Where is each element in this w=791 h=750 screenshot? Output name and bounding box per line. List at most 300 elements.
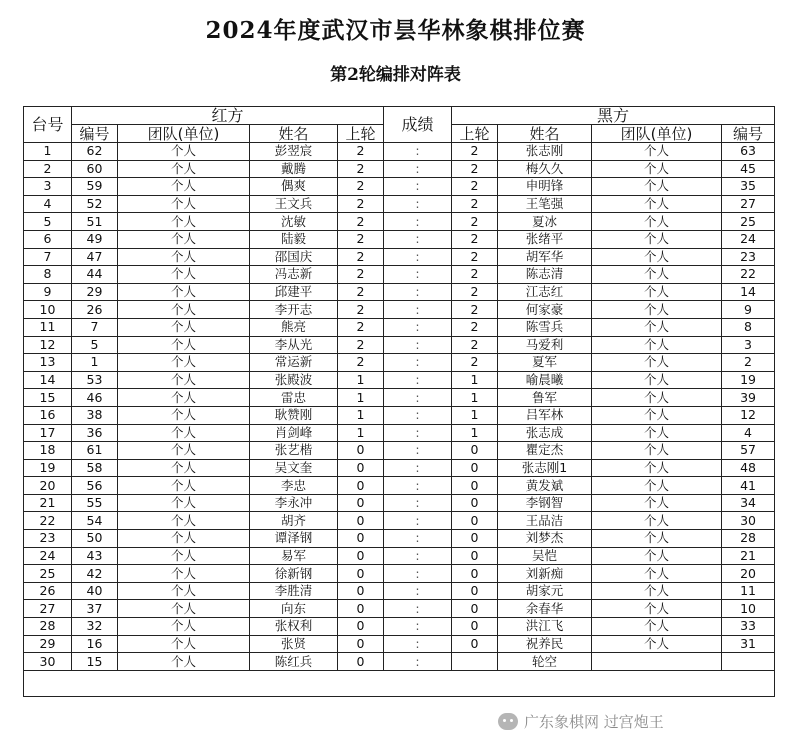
cell-black-number: 45: [722, 160, 775, 178]
cell-black-prev-round: 2: [452, 178, 498, 196]
cell-red-prev-round: 2: [338, 195, 384, 213]
cell-table-no: 5: [24, 213, 72, 231]
cell-black-prev-round: 2: [452, 318, 498, 336]
cell-red-number: 26: [72, 301, 118, 319]
cell-black-name: 余春华: [498, 600, 592, 618]
cell-black-number: 63: [722, 143, 775, 161]
cell-black-team: 个人: [592, 230, 722, 248]
cell-red-number: 42: [72, 565, 118, 583]
table-row: [24, 371, 775, 389]
cell-black-team: 个人: [592, 283, 722, 301]
cell-result: :: [384, 618, 452, 636]
cell-black-team: 个人: [592, 618, 722, 636]
cell-red-number: 61: [72, 442, 118, 460]
table-row: [24, 459, 775, 477]
blank-cell: [24, 670, 775, 696]
cell-red-prev-round: 0: [338, 547, 384, 565]
cell-result: :: [384, 301, 452, 319]
cell-red-name: 李永冲: [250, 494, 338, 512]
cell-black-name: 吴恺: [498, 547, 592, 565]
cell-red-number: 1: [72, 354, 118, 372]
header-red-name: 姓名: [250, 125, 338, 143]
cell-table-no: 22: [24, 512, 72, 530]
cell-black-name: 陈志清: [498, 266, 592, 284]
cell-black-name: 祝养民: [498, 635, 592, 653]
cell-red-prev-round: 0: [338, 653, 384, 671]
cell-black-name: 夏军: [498, 354, 592, 372]
table-row: [24, 494, 775, 512]
table-row: [24, 582, 775, 600]
pairing-rows: [24, 143, 775, 697]
cell-black-team: [592, 653, 722, 671]
cell-black-number: 22: [722, 266, 775, 284]
cell-black-name: 张绪平: [498, 230, 592, 248]
cell-red-name: 常运新: [250, 354, 338, 372]
cell-table-no: 18: [24, 442, 72, 460]
cell-black-prev-round: 0: [452, 565, 498, 583]
cell-black-number: 27: [722, 195, 775, 213]
cell-red-name: 张殿波: [250, 371, 338, 389]
cell-black-team: 个人: [592, 354, 722, 372]
cell-black-team: 个人: [592, 565, 722, 583]
cell-red-number: 5: [72, 336, 118, 354]
cell-black-team: 个人: [592, 547, 722, 565]
cell-red-team: 个人: [118, 266, 250, 284]
cell-table-no: 28: [24, 618, 72, 636]
cell-red-number: 40: [72, 582, 118, 600]
cell-red-team: 个人: [118, 406, 250, 424]
cell-result: :: [384, 318, 452, 336]
cell-red-name: 易军: [250, 547, 338, 565]
cell-red-team: 个人: [118, 143, 250, 161]
table-row: [24, 530, 775, 548]
cell-red-prev-round: 0: [338, 512, 384, 530]
cell-table-no: 13: [24, 354, 72, 372]
cell-black-number: [722, 653, 775, 671]
cell-table-no: 29: [24, 635, 72, 653]
cell-result: :: [384, 530, 452, 548]
cell-red-team: 个人: [118, 565, 250, 583]
cell-red-prev-round: 2: [338, 318, 384, 336]
cell-table-no: 2: [24, 160, 72, 178]
cell-black-number: 21: [722, 547, 775, 565]
table-row: [24, 635, 775, 653]
table-row: [24, 406, 775, 424]
cell-red-team: 个人: [118, 547, 250, 565]
cell-result: :: [384, 143, 452, 161]
cell-red-team: 个人: [118, 512, 250, 530]
cell-red-name: 偶爽: [250, 178, 338, 196]
cell-black-name: 喻晨曦: [498, 371, 592, 389]
cell-black-name: 张志成: [498, 424, 592, 442]
cell-red-team: 个人: [118, 459, 250, 477]
cell-red-name: 张贤: [250, 635, 338, 653]
cell-result: :: [384, 494, 452, 512]
cell-red-team: 个人: [118, 618, 250, 636]
cell-table-no: 25: [24, 565, 72, 583]
cell-black-name: 梅久久: [498, 160, 592, 178]
cell-red-name: 徐新钢: [250, 565, 338, 583]
cell-red-team: 个人: [118, 248, 250, 266]
cell-black-name: 鲁军: [498, 389, 592, 407]
cell-red-prev-round: 0: [338, 442, 384, 460]
cell-red-number: 47: [72, 248, 118, 266]
cell-black-name: 黄发斌: [498, 477, 592, 495]
cell-red-number: 54: [72, 512, 118, 530]
cell-red-prev-round: 2: [338, 336, 384, 354]
cell-black-team: 个人: [592, 582, 722, 600]
cell-black-number: 11: [722, 582, 775, 600]
cell-result: :: [384, 565, 452, 583]
cell-table-no: 16: [24, 406, 72, 424]
cell-result: :: [384, 195, 452, 213]
cell-result: :: [384, 459, 452, 477]
cell-table-no: 30: [24, 653, 72, 671]
cell-red-name: 李胜清: [250, 582, 338, 600]
cell-table-no: 4: [24, 195, 72, 213]
cell-black-number: 25: [722, 213, 775, 231]
cell-red-name: 戴腾: [250, 160, 338, 178]
cell-table-no: 23: [24, 530, 72, 548]
cell-red-number: 59: [72, 178, 118, 196]
table-row: [24, 653, 775, 671]
cell-red-prev-round: 2: [338, 266, 384, 284]
cell-table-no: 17: [24, 424, 72, 442]
cell-black-name: 马爱利: [498, 336, 592, 354]
cell-red-number: 36: [72, 424, 118, 442]
header-table-no: 台号: [24, 107, 72, 143]
cell-red-team: 个人: [118, 213, 250, 231]
cell-black-number: 24: [722, 230, 775, 248]
cell-red-number: 52: [72, 195, 118, 213]
cell-result: :: [384, 283, 452, 301]
cell-result: :: [384, 389, 452, 407]
cell-black-prev-round: 0: [452, 459, 498, 477]
cell-table-no: 3: [24, 178, 72, 196]
cell-red-team: 个人: [118, 283, 250, 301]
cell-red-number: 7: [72, 318, 118, 336]
header-black-prev-round: 上轮: [452, 125, 498, 143]
cell-black-number: 19: [722, 371, 775, 389]
cell-table-no: 12: [24, 336, 72, 354]
cell-red-team: 个人: [118, 530, 250, 548]
cell-black-number: 28: [722, 530, 775, 548]
cell-red-name: 耿赞刚: [250, 406, 338, 424]
cell-black-name: 夏冰: [498, 213, 592, 231]
cell-red-number: 37: [72, 600, 118, 618]
table-row: [24, 301, 775, 319]
cell-black-name: 江志红: [498, 283, 592, 301]
cell-black-name: 张志刚: [498, 143, 592, 161]
cell-black-number: 23: [722, 248, 775, 266]
cell-black-number: 35: [722, 178, 775, 196]
cell-black-team: 个人: [592, 195, 722, 213]
table-row: [24, 266, 775, 284]
cell-black-number: 9: [722, 301, 775, 319]
cell-black-prev-round: 2: [452, 354, 498, 372]
cell-result: :: [384, 354, 452, 372]
cell-black-team: 个人: [592, 442, 722, 460]
cell-red-team: 个人: [118, 371, 250, 389]
cell-black-team: 个人: [592, 318, 722, 336]
cell-table-no: 20: [24, 477, 72, 495]
cell-table-no: 15: [24, 389, 72, 407]
cell-black-name: 何家豪: [498, 301, 592, 319]
header-result: 成绩: [384, 107, 452, 143]
cell-red-team: 个人: [118, 195, 250, 213]
cell-black-name: 吕军林: [498, 406, 592, 424]
cell-black-team: 个人: [592, 266, 722, 284]
cell-red-name: 冯志新: [250, 266, 338, 284]
cell-black-number: 4: [722, 424, 775, 442]
cell-black-prev-round: 2: [452, 266, 498, 284]
cell-black-number: 12: [722, 406, 775, 424]
cell-black-number: 34: [722, 494, 775, 512]
cell-red-number: 38: [72, 406, 118, 424]
cell-black-number: 2: [722, 354, 775, 372]
table-row: [24, 195, 775, 213]
cell-red-prev-round: 0: [338, 582, 384, 600]
table-row: [24, 318, 775, 336]
cell-red-prev-round: 2: [338, 301, 384, 319]
cell-black-team: 个人: [592, 635, 722, 653]
cell-black-number: 31: [722, 635, 775, 653]
cell-red-prev-round: 2: [338, 213, 384, 231]
cell-red-prev-round: 2: [338, 178, 384, 196]
cell-red-prev-round: 2: [338, 354, 384, 372]
cell-black-name: 刘新痴: [498, 565, 592, 583]
page-subtitle: 第2轮编排对阵表: [330, 65, 461, 85]
cell-black-prev-round: 0: [452, 477, 498, 495]
cell-black-prev-round: 0: [452, 530, 498, 548]
cell-result: :: [384, 230, 452, 248]
table-row: [24, 600, 775, 618]
cell-red-number: 60: [72, 160, 118, 178]
cell-black-prev-round: 2: [452, 248, 498, 266]
cell-red-team: 个人: [118, 600, 250, 618]
table-row: [24, 160, 775, 178]
cell-red-prev-round: 0: [338, 477, 384, 495]
table-row: [24, 248, 775, 266]
cell-black-team: 个人: [592, 494, 722, 512]
cell-result: :: [384, 336, 452, 354]
table-row: [24, 424, 775, 442]
cell-red-name: 张权利: [250, 618, 338, 636]
cell-red-number: 51: [72, 213, 118, 231]
cell-red-prev-round: 0: [338, 565, 384, 583]
cell-red-number: 15: [72, 653, 118, 671]
cell-result: :: [384, 442, 452, 460]
cell-black-prev-round: 2: [452, 213, 498, 231]
cell-table-no: 19: [24, 459, 72, 477]
cell-black-prev-round: 2: [452, 195, 498, 213]
cell-red-number: 58: [72, 459, 118, 477]
cell-black-team: 个人: [592, 143, 722, 161]
cell-black-name: 李钢智: [498, 494, 592, 512]
cell-black-prev-round: 0: [452, 512, 498, 530]
cell-red-team: 个人: [118, 477, 250, 495]
cell-red-name: 王文兵: [250, 195, 338, 213]
cell-red-prev-round: 2: [338, 230, 384, 248]
cell-red-prev-round: 1: [338, 424, 384, 442]
cell-red-team: 个人: [118, 582, 250, 600]
header-red-side: 红方: [72, 107, 384, 125]
cell-black-number: 57: [722, 442, 775, 460]
cell-black-team: 个人: [592, 406, 722, 424]
header-red-number: 编号: [72, 125, 118, 143]
cell-red-prev-round: 2: [338, 283, 384, 301]
cell-red-name: 李开志: [250, 301, 338, 319]
cell-black-prev-round: 0: [452, 600, 498, 618]
cell-red-name: 陆毅: [250, 230, 338, 248]
cell-result: :: [384, 160, 452, 178]
cell-black-team: 个人: [592, 459, 722, 477]
cell-red-team: 个人: [118, 653, 250, 671]
cell-black-number: 10: [722, 600, 775, 618]
cell-red-team: 个人: [118, 389, 250, 407]
cell-black-prev-round: 1: [452, 371, 498, 389]
table-row: [24, 618, 775, 636]
cell-red-name: 熊亮: [250, 318, 338, 336]
watermark: [498, 708, 770, 734]
cell-black-number: 41: [722, 477, 775, 495]
cell-black-prev-round: 0: [452, 442, 498, 460]
page-title: 2024年度武汉市昙华林象棋排位赛: [205, 17, 586, 44]
cell-black-name: 胡家元: [498, 582, 592, 600]
table-row: [24, 178, 775, 196]
cell-black-team: 个人: [592, 389, 722, 407]
cell-red-team: 个人: [118, 178, 250, 196]
cell-black-prev-round: 2: [452, 230, 498, 248]
cell-table-no: 14: [24, 371, 72, 389]
cell-red-number: 46: [72, 389, 118, 407]
cell-red-number: 62: [72, 143, 118, 161]
cell-red-prev-round: 0: [338, 530, 384, 548]
cell-result: :: [384, 213, 452, 231]
cell-red-name: 邵国庆: [250, 248, 338, 266]
cell-red-name: 李忠: [250, 477, 338, 495]
cell-red-name: 雷忠: [250, 389, 338, 407]
cell-red-number: 56: [72, 477, 118, 495]
cell-result: :: [384, 266, 452, 284]
cell-black-team: 个人: [592, 301, 722, 319]
cell-black-team: 个人: [592, 336, 722, 354]
cell-black-prev-round: 2: [452, 301, 498, 319]
header-red-team: 团队(单位): [118, 125, 250, 143]
pairing-table: [23, 106, 775, 697]
cell-black-name: 刘梦杰: [498, 530, 592, 548]
cell-black-team: 个人: [592, 530, 722, 548]
blank-row: [24, 670, 775, 696]
cell-table-no: 27: [24, 600, 72, 618]
cell-result: :: [384, 248, 452, 266]
header-black-team: 团队(单位): [592, 125, 722, 143]
cell-black-name: 胡军华: [498, 248, 592, 266]
cell-black-name: 洪江飞: [498, 618, 592, 636]
cell-black-prev-round: 2: [452, 160, 498, 178]
table-row: [24, 213, 775, 231]
cell-black-prev-round: 0: [452, 582, 498, 600]
cell-black-team: 个人: [592, 371, 722, 389]
cell-result: :: [384, 512, 452, 530]
cell-table-no: 26: [24, 582, 72, 600]
cell-black-name: 瞿定杰: [498, 442, 592, 460]
cell-red-number: 55: [72, 494, 118, 512]
header-black-name: 姓名: [498, 125, 592, 143]
cell-result: :: [384, 635, 452, 653]
cell-red-prev-round: 1: [338, 389, 384, 407]
cell-red-number: 49: [72, 230, 118, 248]
cell-table-no: 11: [24, 318, 72, 336]
cell-red-team: 个人: [118, 301, 250, 319]
table-row: [24, 230, 775, 248]
table-row: [24, 336, 775, 354]
cell-black-prev-round: 0: [452, 635, 498, 653]
cell-result: :: [384, 178, 452, 196]
table-row: [24, 389, 775, 407]
cell-result: :: [384, 371, 452, 389]
cell-red-prev-round: 2: [338, 160, 384, 178]
cell-red-name: 沈敏: [250, 213, 338, 231]
cell-red-name: 邱建平: [250, 283, 338, 301]
cell-result: :: [384, 547, 452, 565]
cell-black-name: 申明锋: [498, 178, 592, 196]
cell-black-prev-round: 1: [452, 424, 498, 442]
table-row: [24, 565, 775, 583]
cell-table-no: 21: [24, 494, 72, 512]
cell-table-no: 7: [24, 248, 72, 266]
cell-red-prev-round: 2: [338, 248, 384, 266]
cell-table-no: 9: [24, 283, 72, 301]
wechat-icon: [498, 713, 518, 730]
cell-black-name: 王品洁: [498, 512, 592, 530]
cell-black-number: 33: [722, 618, 775, 636]
cell-black-number: 48: [722, 459, 775, 477]
cell-table-no: 8: [24, 266, 72, 284]
header-red-prev-round: 上轮: [338, 125, 384, 143]
cell-red-name: 肖剑峰: [250, 424, 338, 442]
cell-black-team: 个人: [592, 178, 722, 196]
cell-result: :: [384, 406, 452, 424]
cell-red-team: 个人: [118, 318, 250, 336]
cell-red-prev-round: 2: [338, 143, 384, 161]
cell-red-prev-round: 0: [338, 459, 384, 477]
cell-red-team: 个人: [118, 160, 250, 178]
cell-black-prev-round: 2: [452, 283, 498, 301]
cell-black-prev-round: 0: [452, 547, 498, 565]
table-row: [24, 512, 775, 530]
cell-red-name: 向东: [250, 600, 338, 618]
cell-black-name: 王笔强: [498, 195, 592, 213]
cell-red-prev-round: 1: [338, 406, 384, 424]
cell-result: :: [384, 582, 452, 600]
cell-red-name: 陈红兵: [250, 653, 338, 671]
cell-black-name: 陈雪兵: [498, 318, 592, 336]
cell-black-name: 轮空: [498, 653, 592, 671]
table-row: [24, 283, 775, 301]
cell-black-prev-round: 1: [452, 406, 498, 424]
cell-red-team: 个人: [118, 336, 250, 354]
cell-black-number: 39: [722, 389, 775, 407]
cell-black-team: 个人: [592, 213, 722, 231]
cell-table-no: 24: [24, 547, 72, 565]
cell-red-name: 谭泽钢: [250, 530, 338, 548]
cell-black-team: 个人: [592, 600, 722, 618]
header-black-number: 编号: [722, 125, 775, 143]
cell-red-team: 个人: [118, 230, 250, 248]
cell-red-number: 29: [72, 283, 118, 301]
cell-red-team: 个人: [118, 354, 250, 372]
